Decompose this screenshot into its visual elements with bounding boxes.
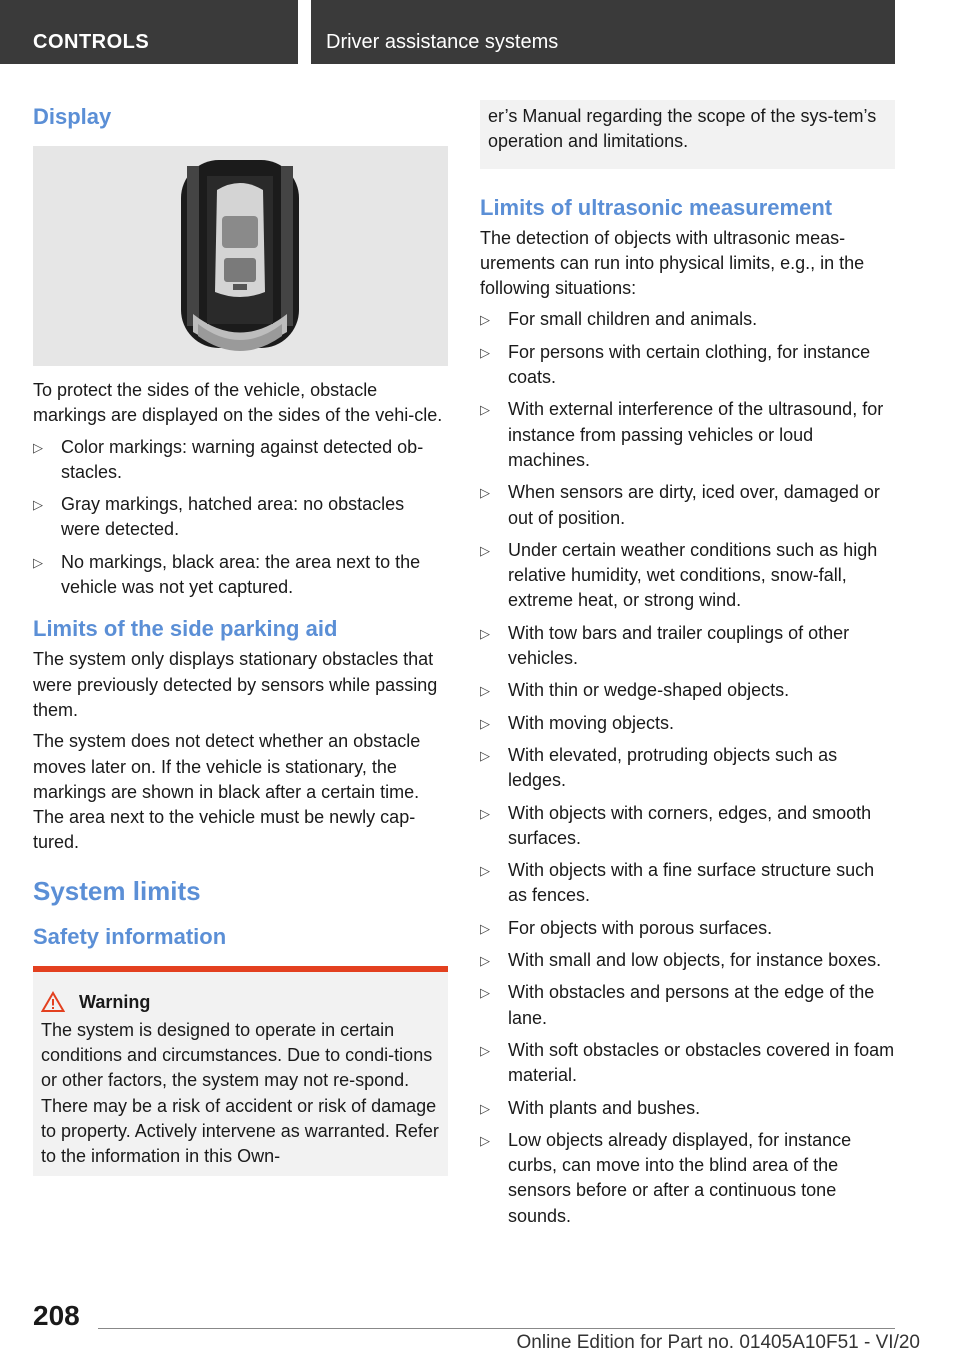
triangle-bullet-icon: ▷ bbox=[33, 439, 43, 455]
car-top-view-illustration bbox=[33, 146, 448, 366]
list-item: ▷ Color markings: warning against detected ob-stacles. bbox=[33, 436, 424, 482]
triangle-bullet-icon: ▷ bbox=[480, 747, 490, 763]
page-number: 208 bbox=[33, 1300, 80, 1331]
list-item: ▷ With obstacles and persons at the edge of the lane. bbox=[480, 982, 875, 1028]
triangle-bullet-icon: ▷ bbox=[480, 344, 490, 360]
warning-title: Warning bbox=[41, 990, 440, 1014]
triangle-bullet-icon: ▷ bbox=[480, 485, 490, 501]
chapter-tab: Driver assistance systems bbox=[311, 0, 895, 64]
parking-display-figure bbox=[33, 146, 448, 366]
list-item: ▷ With moving objects. bbox=[480, 711, 895, 736]
list-item: ▷ With external interference of the ultrasound, for instance from passing vehicles or loud machines. bbox=[480, 399, 884, 470]
right-column bbox=[480, 100, 895, 1236]
warning-text: The system is designed to operate in certain conditions and circumstances. Due to condi-tions or other factors, the system may not re-spond. There may be a risk of accident or risk of damage to property. Actively intervene as warranted. Refer to the information in this Own- bbox=[41, 1019, 439, 1167]
list-item: ▷ With thin or wedge-shaped objects. bbox=[480, 678, 895, 703]
triangle-bullet-icon: ▷ bbox=[33, 554, 43, 570]
list-item: ▷ When sensors are dirty, iced over, damaged or out of position. bbox=[480, 482, 880, 528]
triangle-bullet-icon: ▷ bbox=[480, 402, 490, 418]
display-heading: Display bbox=[33, 104, 112, 129]
triangle-bullet-icon: ▷ bbox=[480, 920, 490, 936]
triangle-bullet-icon: ▷ bbox=[480, 683, 490, 699]
triangle-bullet-icon: ▷ bbox=[480, 715, 490, 731]
edition-text: Online Edition for Part no. 01405A10F51 - VI/20 bbox=[516, 1332, 920, 1353]
triangle-bullet-icon: ▷ bbox=[33, 497, 43, 513]
list-item: ▷ With plants and bushes. bbox=[480, 1096, 895, 1121]
triangle-bullet-icon: ▷ bbox=[480, 542, 490, 558]
page-header bbox=[0, 0, 960, 66]
triangle-bullet-icon: ▷ bbox=[480, 953, 490, 969]
list-item: ▷ Under certain weather conditions such as high relative humidity, wet conditions, snow-fall, extreme heat, or strong wind. bbox=[480, 539, 878, 611]
warning-box-continued bbox=[480, 100, 895, 169]
list-item: ▷ With elevated, protruding objects such as ledges. bbox=[480, 744, 838, 791]
triangle-bullet-icon: ▷ bbox=[480, 1042, 490, 1058]
triangle-bullet-icon: ▷ bbox=[480, 985, 490, 1001]
ultrasonic-situations-list bbox=[480, 307, 895, 1229]
triangle-bullet-icon: ▷ bbox=[480, 805, 490, 821]
warning-triangle-icon bbox=[41, 991, 65, 1013]
limits-side-p1: The system only displays stationary obstacles that were previously detected by sensors while passing them. bbox=[33, 649, 438, 720]
list-item: ▷ For objects with porous surfaces. bbox=[480, 916, 895, 941]
display-markings-list bbox=[33, 435, 448, 601]
limits-side-p2: The system does not detect whether an obstacle moves later on. If the vehicle is stationary, the markings are shown in black after a certain time. The area next to the vehicle must be newly cap-tured. bbox=[33, 731, 421, 853]
display-intro: To protect the sides of the vehicle, obstacle markings are displayed on the sides of the vehi-cle. bbox=[33, 380, 443, 426]
list-item: ▷ No markings, black area: the area next to the vehicle was not yet captured. bbox=[33, 551, 421, 598]
system-limits-heading: System limits bbox=[33, 875, 201, 906]
list-item: ▷ With soft obstacles or obstacles covered in foam material. bbox=[480, 1039, 895, 1086]
list-item: ▷ Low objects already displayed, for instance curbs, can move into the blind area of the sensors before or after a continuous tone sounds. bbox=[480, 1129, 852, 1226]
list-item: ▷ For small children and animals. bbox=[480, 307, 895, 332]
footer-divider bbox=[98, 1328, 895, 1329]
ultrasonic-limits-heading: Limits of ultrasonic measurement bbox=[480, 194, 833, 220]
list-item: ▷ With tow bars and trailer couplings of other vehicles. bbox=[480, 622, 850, 669]
section-tab: CONTROLS bbox=[0, 0, 298, 64]
list-item: ▷ Gray markings, hatched area: no obstacles were detected. bbox=[33, 494, 405, 540]
ultrasonic-intro: The detection of objects with ultrasonic meas-urements can run into physical limits, e.g., in the following situations: bbox=[480, 227, 865, 299]
triangle-bullet-icon: ▷ bbox=[480, 625, 490, 641]
left-column bbox=[33, 100, 448, 1176]
list-item: ▷ With objects with a fine surface structure such as fences. bbox=[480, 860, 875, 906]
page-footer bbox=[0, 1290, 960, 1362]
list-item: ▷ With small and low objects, for instance boxes. bbox=[480, 948, 895, 973]
triangle-bullet-icon: ▷ bbox=[480, 1132, 490, 1148]
warning-text-continued: er’s Manual regarding the scope of the sys-tem’s operation and limitations. bbox=[488, 106, 877, 152]
safety-information-heading: Safety information bbox=[33, 923, 227, 949]
triangle-bullet-icon: ▷ bbox=[480, 863, 490, 879]
list-item: ▷ For persons with certain clothing, for instance coats. bbox=[480, 341, 871, 388]
limits-side-heading: Limits of the side parking aid bbox=[33, 616, 338, 642]
warning-box bbox=[33, 966, 448, 1176]
triangle-bullet-icon: ▷ bbox=[480, 1100, 490, 1116]
triangle-bullet-icon: ▷ bbox=[480, 312, 490, 328]
list-item: ▷ With objects with corners, edges, and smooth surfaces. bbox=[480, 802, 872, 848]
